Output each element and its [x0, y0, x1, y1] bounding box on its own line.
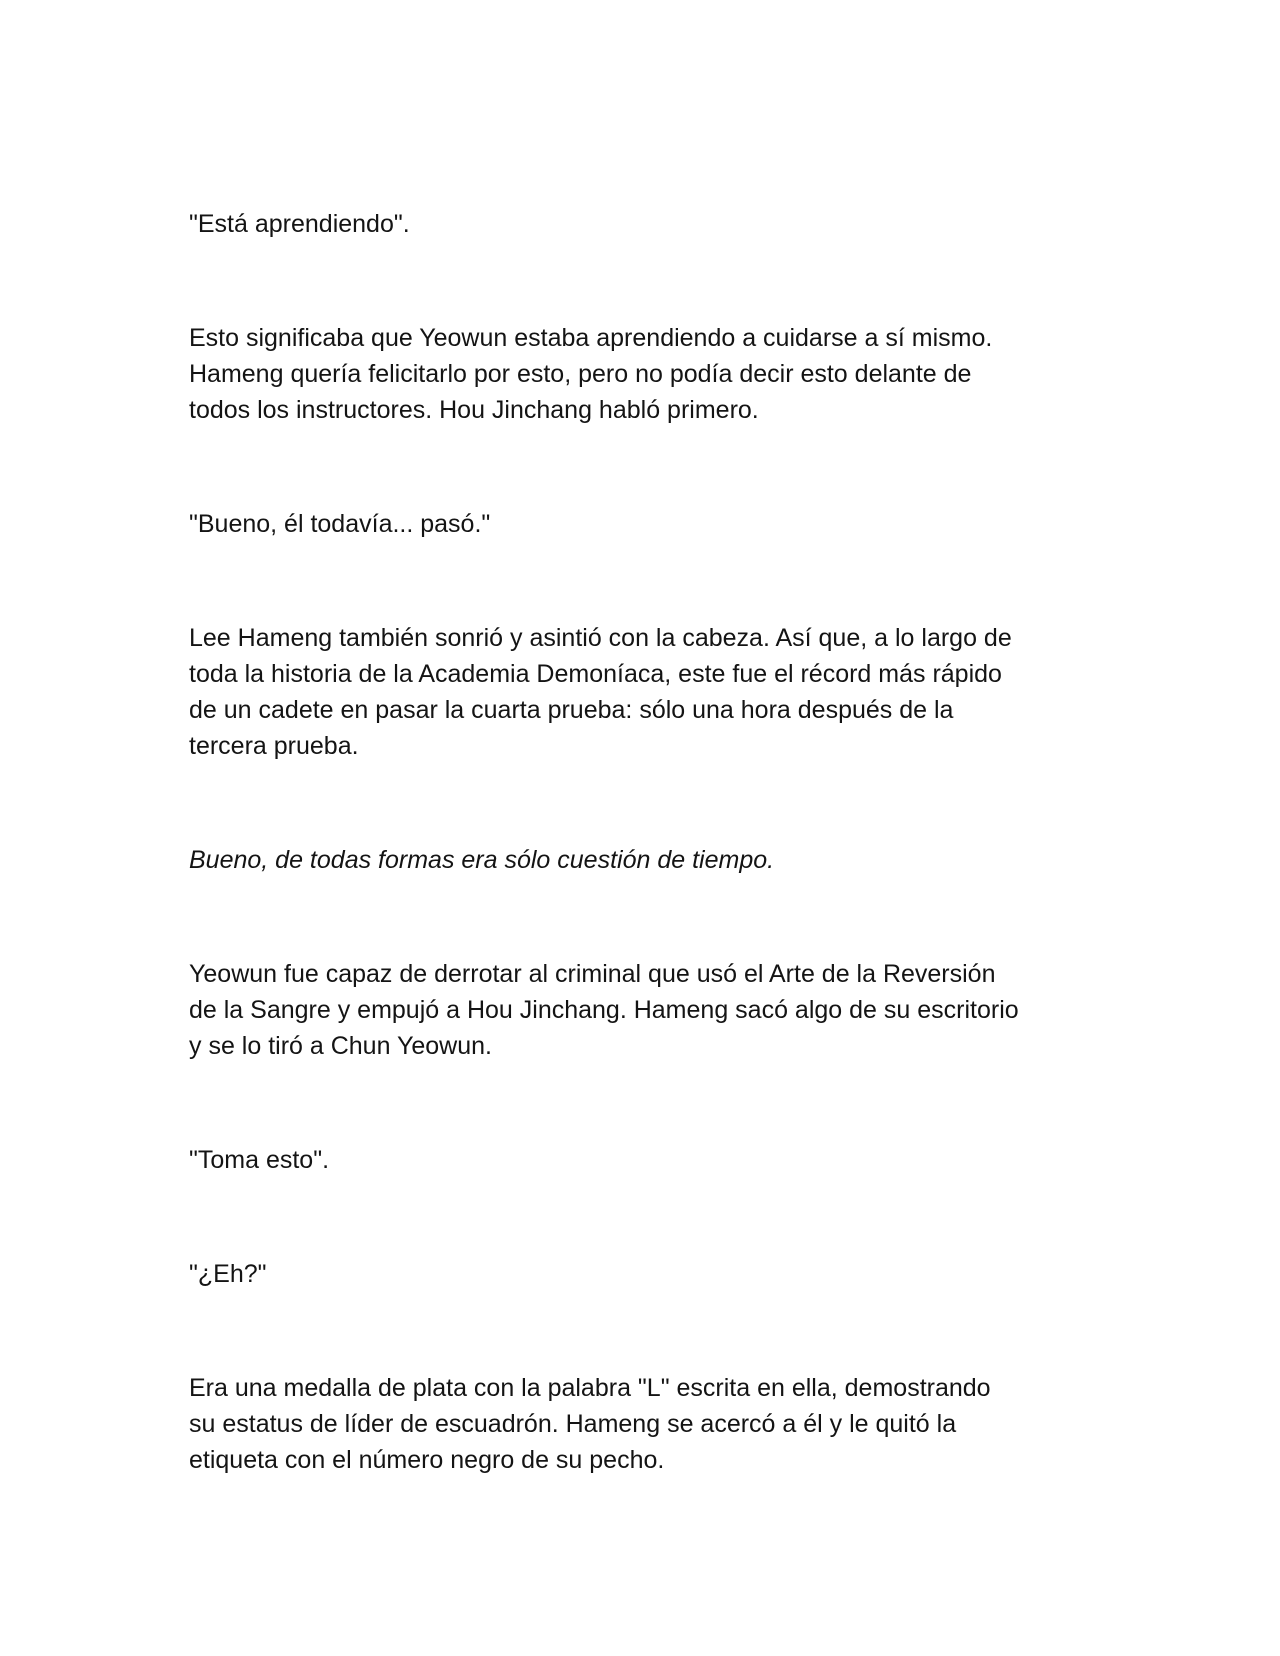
paragraph-2 — [189, 320, 1099, 428]
text-line: Lee Hameng también sonrió y asintió con la cabeza. Así que, a lo largo de — [189, 624, 1012, 652]
text-line: Esto significaba que Yeowun estaba aprendiendo a cuidarse a sí mismo. — [189, 324, 993, 352]
text-line: Yeowun fue capaz de derrotar al criminal que usó el Arte de la Reversión — [189, 960, 996, 988]
text-line: "¿Eh?" — [189, 1260, 267, 1288]
text-line: de un cadete en pasar la cuarta prueba: sólo una hora después de la — [189, 696, 954, 724]
text-line: todos los instructores. Hou Jinchang habló primero. — [189, 396, 759, 424]
text-line: tercera prueba. — [189, 732, 359, 760]
text-line: "Bueno, él todavía... pasó." — [189, 510, 491, 538]
paragraph-4 — [189, 620, 1099, 764]
paragraph-1 — [189, 206, 1099, 242]
text-line: Bueno, de todas formas era sólo cuestión de tiempo. — [189, 846, 775, 874]
text-line: Era una medalla de plata con la palabra "L" escrita en ella, demostrando — [189, 1374, 991, 1402]
text-line: etiqueta con el número negro de su pecho. — [189, 1446, 665, 1474]
paragraph-5-italic — [189, 842, 1099, 878]
paragraph-9 — [189, 1370, 1099, 1478]
text-line: de la Sangre y empujó a Hou Jinchang. Hameng sacó algo de su escritorio — [189, 996, 1019, 1024]
paragraph-6 — [189, 956, 1099, 1064]
text-line: Hameng quería felicitarlo por esto, pero no podía decir esto delante de — [189, 360, 972, 388]
text-line: "Está aprendiendo". — [189, 210, 410, 238]
text-line: y se lo tiró a Chun Yeowun. — [189, 1032, 492, 1060]
paragraph-3 — [189, 506, 1099, 542]
text-line: "Toma esto". — [189, 1146, 330, 1174]
paragraph-7 — [189, 1142, 1099, 1178]
text-line: su estatus de líder de escuadrón. Hameng se acercó a él y le quitó la — [189, 1410, 957, 1438]
paragraph-8 — [189, 1256, 1099, 1292]
text-line: toda la historia de la Academia Demoníaca, este fue el récord más rápido — [189, 660, 1002, 688]
